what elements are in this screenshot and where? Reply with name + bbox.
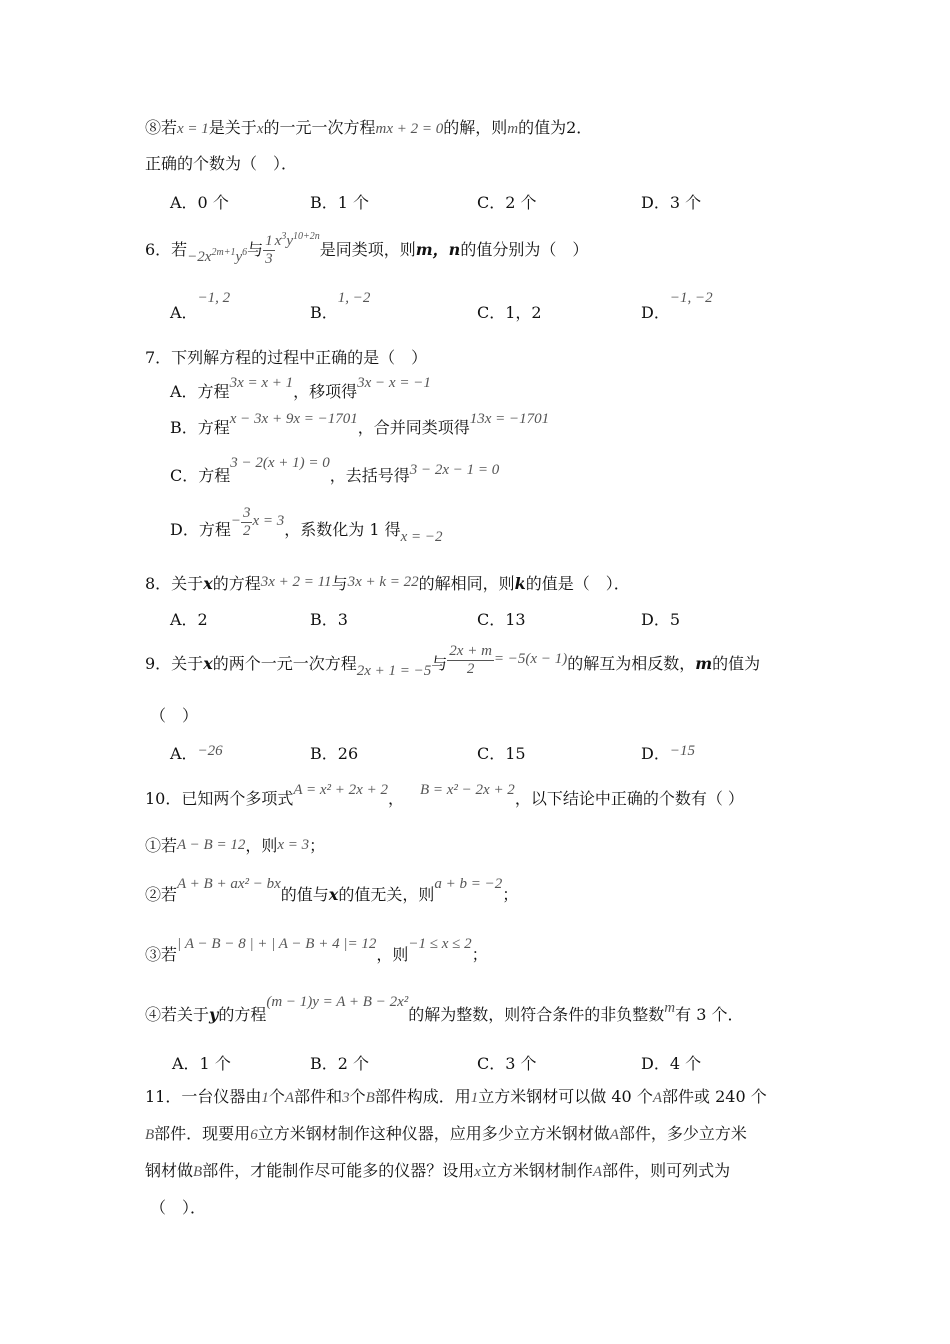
q9-option-b: B．26 [310,744,359,763]
question-11-answer-paren: （ ）． [150,1198,207,1217]
q8-option-a: A．2 [170,610,208,629]
question-11-line-1: 11．一台仪器由1个A部件和3个B部件构成．用1立方米钢材可以做 40 个A部件或 240 个 [145,1087,767,1106]
q10-item-3: ③若| A − B − 8 | + | A − B + 4 |= 12，则−1 ≤ x ≤ 2； [145,936,488,964]
q5-item-8: ⑧若x = 1是关于x的一元一次方程mx + 2 = 0的解，则m的值为2． [145,118,593,137]
q10-option-a: A．1 个 [172,1054,231,1073]
q8-option-b: B．3 [310,610,348,629]
q5-option-d: D．3 个 [641,193,702,212]
q10-option-d: D．4 个 [641,1054,702,1073]
q10-item-4: ④若关于y的方程(m − 1)y = A + B − 2x²的解为整数，则符合条件的非负整数m有 3 个． [145,994,744,1024]
q9-option-c: C．15 [477,744,526,763]
q9-option-d: D．−15 [641,743,695,763]
q10-item-2: ②若A + B + ax² − bx的值与x的值无关，则a + b = −2； [145,876,519,904]
q5-option-a: A．0 个 [170,193,229,212]
q10-item-1: ①若A − B = 12，则x = 3； [145,836,326,855]
q5-option-c: C．2 个 [477,193,537,212]
q6-option-d: D．−1, −2 [641,290,713,322]
question-7-stem: 7．下列解方程的过程中正确的是（ ） [145,348,428,367]
q10-option-c: C．3 个 [477,1054,537,1073]
q5-option-b: B．1 个 [310,193,370,212]
q6-option-c: C．1，2 [477,303,542,322]
question-11-line-3: 钢材做B部件，才能制作尽可能多的仪器？设用x立方米钢材制作A部件，则可列式为 [145,1161,731,1180]
q9-option-a: A．−26 [170,743,223,763]
q7-option-b: B．方程x − 3x + 9x = −1701，合并同类项得13x = −1701 [170,411,550,437]
q7-option-c: C．方程3 − 2(x + 1) = 0，去括号得3 − 2x − 1 = 0 [170,455,500,485]
q6-option-b: B．1, −2 [310,290,371,322]
q5-conclusion: 正确的个数为（ ）． [145,154,298,173]
question-6-stem: 6．若$-2x^{2m+1}y^6$与 $\frac{1}{3}$ $x^3y^{10+2n}$是同类项，则m，n的值分别为（ ） [145,231,589,267]
q10-option-b: B．2 个 [310,1054,370,1073]
q6-option-a: A．−1, 2 [170,290,231,322]
q7-option-d: D．方程− $\frac{3}{2}$ x = 3，系数化为 1 得x = −2 [170,505,443,545]
question-11-line-2: B部件．现要用6立方米钢材制作这种仪器，应用多少立方米钢材做A部件，多少立方米 [145,1124,747,1143]
question-10-stem: 10．已知两个多项式A = x² + 2x + 2， B = x² − 2x + 2，以下结论中正确的个数有（ ） [145,782,744,808]
question-8-stem: 8．关于x的方程3x + 2 = 11与3x + k = 22的解相同，则k的值是（ ）． [145,574,630,593]
q8-option-c: C．13 [477,610,526,629]
q7-option-a: A．方程3x = x + 1，移项得3x − x = −1 [170,375,431,401]
q8-option-d: D．5 [641,610,681,629]
question-9-stem: 9．关于x的两个一元一次方程2x + 1 = −5与 $\frac{2x + m}{2}$ = −5(x − 1)的解互为相反数，m的值为 [145,643,761,679]
q9-answer-paren: （ ） [150,706,199,725]
